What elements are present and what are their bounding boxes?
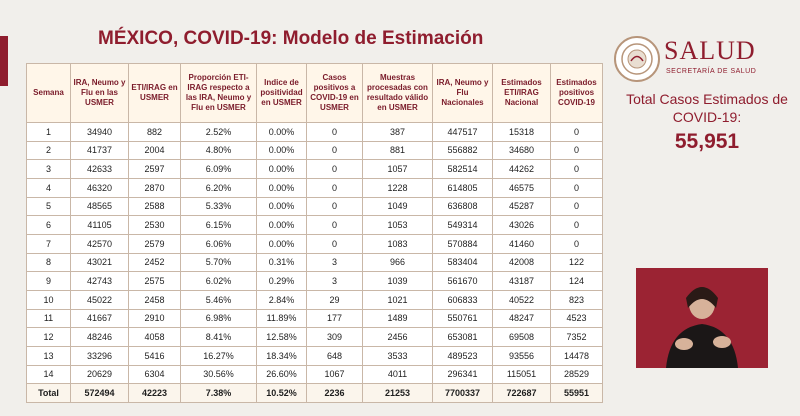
total-cell: 10.52% xyxy=(257,384,307,403)
table-cell: 43021 xyxy=(71,253,129,272)
table-cell: 387 xyxy=(363,123,433,142)
table-row xyxy=(27,309,603,328)
government-seal-icon xyxy=(614,36,660,82)
table-cell: 881 xyxy=(363,141,433,160)
table-cell: 5 xyxy=(27,197,71,216)
table-cell: 26.60% xyxy=(257,365,307,384)
column-header: ETI/IRAG en USMER xyxy=(129,64,181,123)
table-cell: 550761 xyxy=(433,309,493,328)
table-cell: 11.89% xyxy=(257,309,307,328)
table-cell: 10 xyxy=(27,290,71,309)
table-cell: 0.31% xyxy=(257,253,307,272)
table-cell: 823 xyxy=(551,290,603,309)
table-cell: 1049 xyxy=(363,197,433,216)
table-cell: 41105 xyxy=(71,216,129,235)
table-cell: 5.33% xyxy=(181,197,257,216)
total-cases-value: 55,951 xyxy=(674,130,740,153)
table-cell: 30.56% xyxy=(181,365,257,384)
table-cell: 33296 xyxy=(71,346,129,365)
table-cell: 6.06% xyxy=(181,234,257,253)
table-cell: 1057 xyxy=(363,160,433,179)
total-cell: 21253 xyxy=(363,384,433,403)
table-body xyxy=(27,123,603,403)
table-cell: 4 xyxy=(27,178,71,197)
table-cell: 124 xyxy=(551,272,603,291)
sign-language-interpreter-video xyxy=(636,268,768,368)
total-cell: 572494 xyxy=(71,384,129,403)
table-cell: 28529 xyxy=(551,365,603,384)
table-cell: 43026 xyxy=(493,216,551,235)
table-cell: 3 xyxy=(307,272,363,291)
table-cell: 2597 xyxy=(129,160,181,179)
total-cell: 2236 xyxy=(307,384,363,403)
table-cell: 556882 xyxy=(433,141,493,160)
table-cell: 2.84% xyxy=(257,290,307,309)
table-cell: 18.34% xyxy=(257,346,307,365)
table-cell: 41737 xyxy=(71,141,129,160)
table-cell: 2870 xyxy=(129,178,181,197)
table-cell: 653081 xyxy=(433,328,493,347)
table-row xyxy=(27,141,603,160)
table-cell: 5.70% xyxy=(181,253,257,272)
table-cell: 115051 xyxy=(493,365,551,384)
table-cell: 6304 xyxy=(129,365,181,384)
table-cell: 0 xyxy=(551,216,603,235)
table-cell: 0.00% xyxy=(257,216,307,235)
table-cell: 14478 xyxy=(551,346,603,365)
table-cell: 0 xyxy=(551,197,603,216)
table-cell: 0 xyxy=(307,234,363,253)
table-cell: 648 xyxy=(307,346,363,365)
table-cell: 9 xyxy=(27,272,71,291)
table-cell: 447517 xyxy=(433,123,493,142)
table-row xyxy=(27,216,603,235)
table-cell: 5.46% xyxy=(181,290,257,309)
column-header: Estimados ETI/IRAG Nacional xyxy=(493,64,551,123)
table-cell: 1228 xyxy=(363,178,433,197)
table-cell: 0.29% xyxy=(257,272,307,291)
table-cell: 12 xyxy=(27,328,71,347)
table-cell: 4058 xyxy=(129,328,181,347)
table-cell: 42570 xyxy=(71,234,129,253)
table-cell: 3 xyxy=(27,160,71,179)
table-cell: 966 xyxy=(363,253,433,272)
table-cell: 7 xyxy=(27,234,71,253)
table-cell: 34680 xyxy=(493,141,551,160)
table-cell: 6 xyxy=(27,216,71,235)
table-row xyxy=(27,346,603,365)
table-cell: 93556 xyxy=(493,346,551,365)
table-cell: 45022 xyxy=(71,290,129,309)
table-cell: 2588 xyxy=(129,197,181,216)
table-cell: 0 xyxy=(307,141,363,160)
column-header: IRA, Neumo y Flu en las USMER xyxy=(71,64,129,123)
table-cell: 1053 xyxy=(363,216,433,235)
table-cell: 29 xyxy=(307,290,363,309)
table-cell: 6.02% xyxy=(181,272,257,291)
table-cell: 1021 xyxy=(363,290,433,309)
table-cell: 2458 xyxy=(129,290,181,309)
table-cell: 0.00% xyxy=(257,160,307,179)
estimation-table-container xyxy=(26,63,602,403)
column-header: Estimados positivos COVID-19 xyxy=(551,64,603,123)
column-header: Semana xyxy=(27,64,71,123)
table-cell: 6.20% xyxy=(181,178,257,197)
table-cell: 489523 xyxy=(433,346,493,365)
table-cell: 1489 xyxy=(363,309,433,328)
table-cell: 1039 xyxy=(363,272,433,291)
table-cell: 12.58% xyxy=(257,328,307,347)
table-cell: 0 xyxy=(551,178,603,197)
total-cell: 7.38% xyxy=(181,384,257,403)
table-cell: 0 xyxy=(551,160,603,179)
table-cell: 2456 xyxy=(363,328,433,347)
table-cell: 1067 xyxy=(307,365,363,384)
table-cell: 5416 xyxy=(129,346,181,365)
table-row xyxy=(27,272,603,291)
table-cell: 45287 xyxy=(493,197,551,216)
table-row xyxy=(27,365,603,384)
table-cell: 42008 xyxy=(493,253,551,272)
table-cell: 42743 xyxy=(71,272,129,291)
table-row xyxy=(27,123,603,142)
table-cell: 16.27% xyxy=(181,346,257,365)
table-cell: 0.00% xyxy=(257,123,307,142)
table-row xyxy=(27,328,603,347)
brand-subtitle: SECRETARÍA DE SALUD xyxy=(666,68,757,75)
table-cell: 582514 xyxy=(433,160,493,179)
table-cell: 2575 xyxy=(129,272,181,291)
table-cell: 0.00% xyxy=(257,197,307,216)
table-cell: 583404 xyxy=(433,253,493,272)
table-cell: 2530 xyxy=(129,216,181,235)
total-cell: 7700337 xyxy=(433,384,493,403)
table-row xyxy=(27,290,603,309)
table-cell: 0 xyxy=(551,123,603,142)
table-cell: 0.00% xyxy=(257,234,307,253)
table-cell: 6.15% xyxy=(181,216,257,235)
table-cell: 44262 xyxy=(493,160,551,179)
table-cell: 0 xyxy=(307,216,363,235)
table-cell: 561670 xyxy=(433,272,493,291)
table-cell: 0.00% xyxy=(257,178,307,197)
table-cell: 6.98% xyxy=(181,309,257,328)
table-cell: 0 xyxy=(307,197,363,216)
table-cell: 296341 xyxy=(433,365,493,384)
table-cell: 48246 xyxy=(71,328,129,347)
table-cell: 8 xyxy=(27,253,71,272)
table-cell: 0 xyxy=(551,141,603,160)
table-cell: 48247 xyxy=(493,309,551,328)
table-cell: 14 xyxy=(27,365,71,384)
table-row xyxy=(27,160,603,179)
table-cell: 34940 xyxy=(71,123,129,142)
table-cell: 48565 xyxy=(71,197,129,216)
table-cell: 11 xyxy=(27,309,71,328)
total-cell: Total xyxy=(27,384,71,403)
left-accent-bar xyxy=(0,36,8,86)
table-cell: 309 xyxy=(307,328,363,347)
table-cell: 69508 xyxy=(493,328,551,347)
table-cell: 3 xyxy=(307,253,363,272)
table-row xyxy=(27,178,603,197)
table-cell: 614805 xyxy=(433,178,493,197)
table-header-row xyxy=(27,64,603,123)
estimation-table xyxy=(26,63,603,403)
column-header: IRA, Neumo y Flu Nacionales xyxy=(433,64,493,123)
table-cell: 570884 xyxy=(433,234,493,253)
table-cell: 7352 xyxy=(551,328,603,347)
table-cell: 0 xyxy=(307,123,363,142)
table-row xyxy=(27,197,603,216)
column-header: Muestras procesadas con resultado válido en USMER xyxy=(363,64,433,123)
total-row xyxy=(27,384,603,403)
column-header: Indice de positividad en USMER xyxy=(257,64,307,123)
table-cell: 0 xyxy=(307,178,363,197)
table-cell: 2910 xyxy=(129,309,181,328)
table-cell: 177 xyxy=(307,309,363,328)
table-cell: 41460 xyxy=(493,234,551,253)
total-cell: 722687 xyxy=(493,384,551,403)
table-cell: 882 xyxy=(129,123,181,142)
table-cell: 636808 xyxy=(433,197,493,216)
slide-title: MÉXICO, COVID-19: Modelo de Estimación xyxy=(98,28,484,49)
table-cell: 43187 xyxy=(493,272,551,291)
table-cell: 0.00% xyxy=(257,141,307,160)
table-cell: 13 xyxy=(27,346,71,365)
table-cell: 42633 xyxy=(71,160,129,179)
table-cell: 15318 xyxy=(493,123,551,142)
table-cell: 2 xyxy=(27,141,71,160)
table-row xyxy=(27,253,603,272)
table-cell: 41667 xyxy=(71,309,129,328)
column-header: Proporción ETI-IRAG respecto a las IRA, Neumo y Flu en USMER xyxy=(181,64,257,123)
table-cell: 46575 xyxy=(493,178,551,197)
brand-name: SALUD xyxy=(664,36,756,65)
table-row xyxy=(27,234,603,253)
table-cell: 3533 xyxy=(363,346,433,365)
table-cell: 549314 xyxy=(433,216,493,235)
table-cell: 122 xyxy=(551,253,603,272)
table-cell: 4011 xyxy=(363,365,433,384)
table-cell: 0 xyxy=(307,160,363,179)
table-cell: 6.09% xyxy=(181,160,257,179)
table-cell: 20629 xyxy=(71,365,129,384)
table-cell: 2452 xyxy=(129,253,181,272)
total-cell: 55951 xyxy=(551,384,603,403)
total-cases-label: Total Casos Estimados de COVID-19: xyxy=(626,91,788,125)
column-header: Casos positivos a COVID-19 en USMER xyxy=(307,64,363,123)
table-cell: 1 xyxy=(27,123,71,142)
table-cell: 40522 xyxy=(493,290,551,309)
table-cell: 4.80% xyxy=(181,141,257,160)
table-cell: 1083 xyxy=(363,234,433,253)
table-cell: 2004 xyxy=(129,141,181,160)
total-cell: 42223 xyxy=(129,384,181,403)
table-cell: 0 xyxy=(551,234,603,253)
table-cell: 46320 xyxy=(71,178,129,197)
table-cell: 8.41% xyxy=(181,328,257,347)
table-cell: 606833 xyxy=(433,290,493,309)
table-cell: 2.52% xyxy=(181,123,257,142)
table-cell: 4523 xyxy=(551,309,603,328)
table-cell: 2579 xyxy=(129,234,181,253)
